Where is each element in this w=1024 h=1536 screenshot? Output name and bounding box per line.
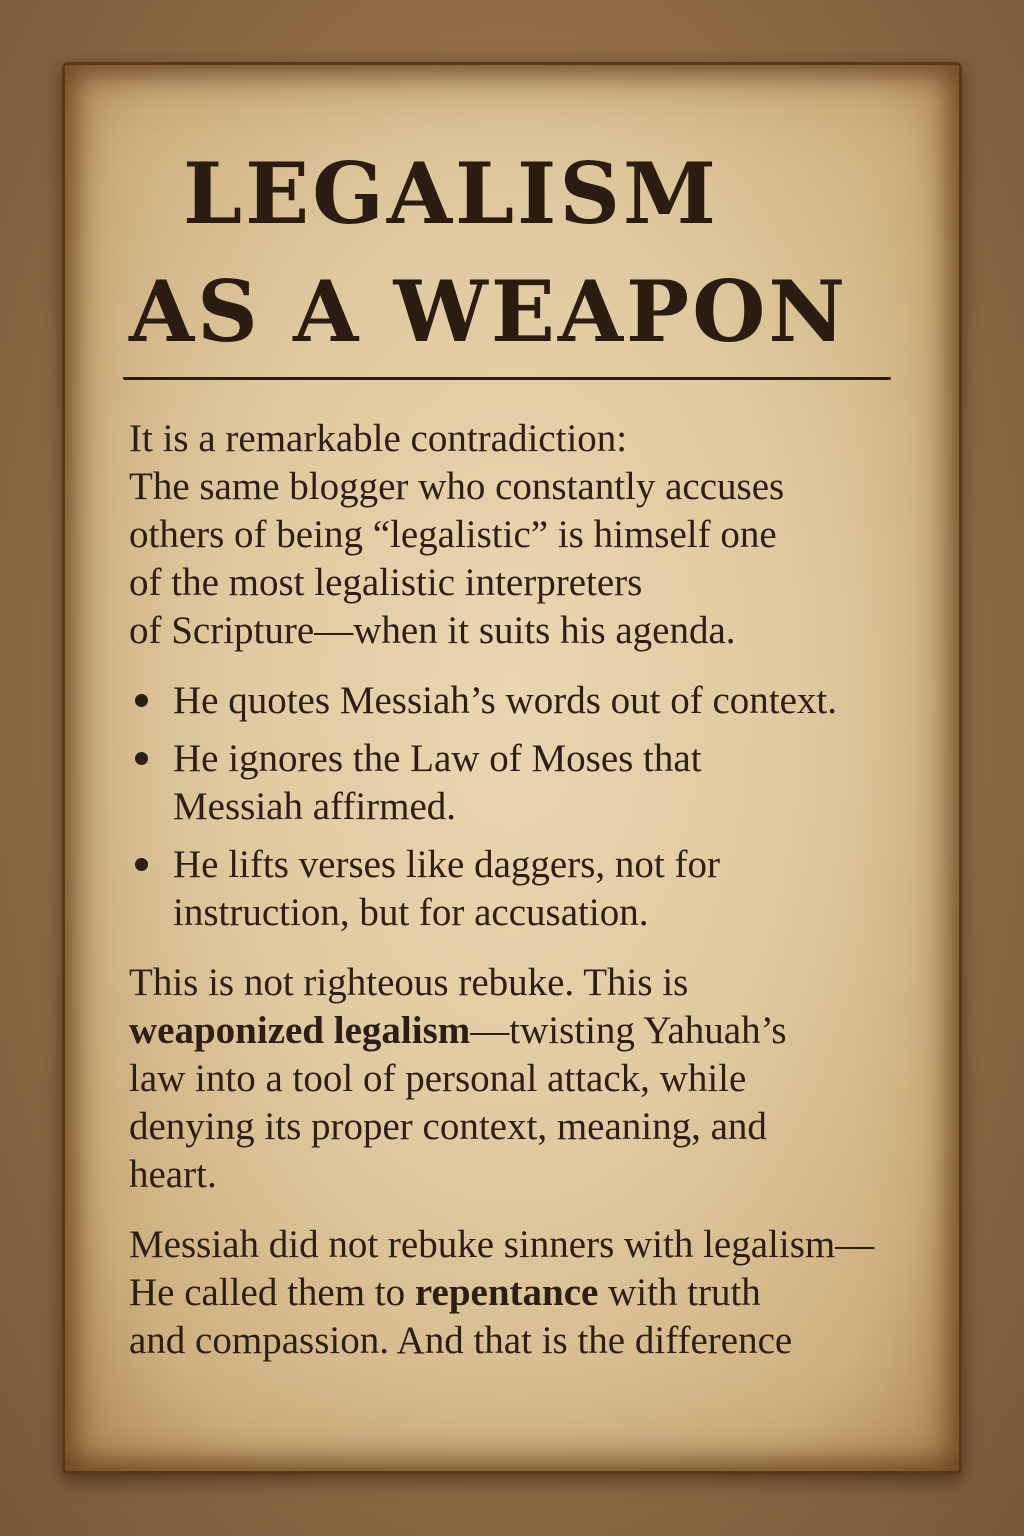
page-title xyxy=(129,135,909,371)
bullet-list xyxy=(129,677,949,937)
intro-line: of Scripture—when it suits his agenda. xyxy=(129,609,736,652)
rebuke-line xyxy=(129,1007,949,1055)
bullet-dot-icon xyxy=(135,694,148,707)
closing-line xyxy=(129,1269,949,1317)
parchment-card xyxy=(62,62,962,1474)
list-item xyxy=(129,841,949,937)
intro-paragraph xyxy=(129,415,949,655)
intro-line: others of being “legalistic” is himself one xyxy=(129,513,777,556)
bullet-text: He lifts verses like daggers, not for xyxy=(173,843,720,886)
bullet-text: He ignores the Law of Moses that xyxy=(173,737,702,780)
intro-line: It is a remarkable contradiction: xyxy=(129,417,628,460)
intro-line: The same blogger who constantly accuses xyxy=(129,465,785,508)
list-item xyxy=(129,735,949,831)
closing-paragraph xyxy=(129,1221,949,1365)
title-line-1: LEGALISM xyxy=(183,144,719,243)
bullet-text: instruction, but for accusation. xyxy=(173,891,649,934)
closing-text: with truth xyxy=(598,1271,761,1314)
rebuke-line: denying its proper context, meaning, and xyxy=(129,1105,767,1148)
rebuke-paragraph xyxy=(129,959,949,1199)
title-line-2: AS A WEAPON xyxy=(129,262,849,361)
closing-text: He called them to xyxy=(129,1271,415,1314)
rebuke-line: law into a tool of personal attack, while xyxy=(129,1057,747,1100)
intro-line: of the most legalistic interpreters xyxy=(129,561,643,604)
bullet-text: Messiah affirmed. xyxy=(173,785,457,828)
closing-line: Messiah did not rebuke sinners with legalism— xyxy=(129,1223,875,1266)
body-text xyxy=(129,415,949,1365)
rebuke-line: heart. xyxy=(129,1153,217,1196)
rebuke-line: This is not righteous rebuke. This is xyxy=(129,961,689,1004)
title-divider xyxy=(123,377,891,380)
bullet-text: He quotes Messiah’s words out of context. xyxy=(173,679,837,722)
closing-line: and compassion. And that is the difference xyxy=(129,1319,793,1362)
bullet-dot-icon xyxy=(135,752,148,765)
rebuke-text: —twisting Yahuah’s xyxy=(470,1009,787,1052)
list-item xyxy=(129,677,949,725)
emphasis-text: repentance xyxy=(414,1271,599,1314)
bullet-dot-icon xyxy=(135,858,148,871)
emphasis-text: weaponized legalism xyxy=(129,1009,471,1052)
